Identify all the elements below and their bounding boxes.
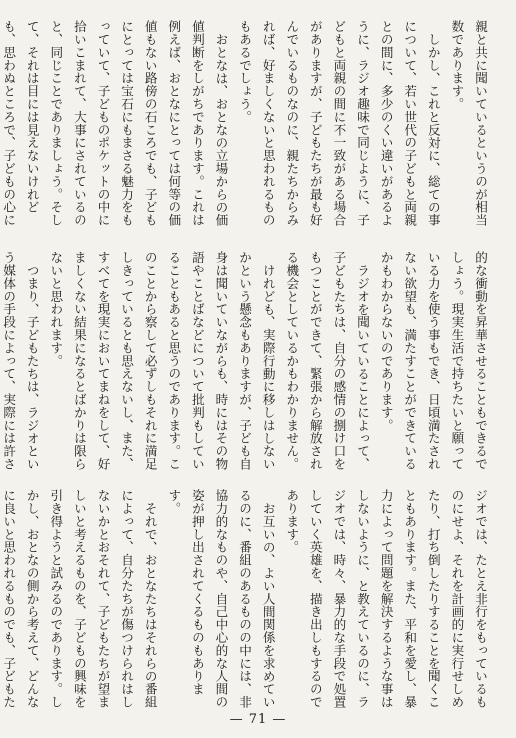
paragraph: ラジオを聞いていることによって、子どもたちは、自分の感情の捌け口をもつことができて、緊張から解放される機会としているかもわかりません。 — [284, 251, 371, 471]
text-column-block-middle — [1, 251, 492, 476]
paragraph: 親と共に聞いているというのが相当数であります。 — [449, 20, 488, 227]
text-column-block-lower — [1, 489, 492, 709]
text-column-block-upper — [1, 20, 492, 238]
paragraph: しかし、これと反対に、総ての事について、若い世代の子どもと両親との間に、多少のくい違いがあるように、ラジオ趣味で同じように、子どもと両親の間に不一致がある場合がありますが、子どもたちが最も好んでいるものなのに、親たちからみれば、好ましくないと思われるものもあるでしょう。 — [237, 20, 441, 227]
paragraph: ジオでは、たとえ非行をもっているものにせよ、それを計画的に実行せしめたり、打ち倒したりすることを聞くこともあります。また、平和を愛し、暴力によって問題を解決するような事はしないように、と教えているのに、ラジオでは、時々、暴力的な手段で処置していく英雄を、描き出しもするのであります。 — [284, 489, 488, 709]
paragraph: お互いの、よい人間関係を求めているのに、番組のあるものの中には、非協力的なものや、自己中心的な人間の姿が押し出されてくるものもあります。 — [166, 489, 276, 709]
paragraph: おとなは、おとなの立場からの価値判断をしがちであります。これは例えば、おとなにとっては何等の価値もない路傍の石ころでも、子どもにとっては宝石にもまさる魅力をもっていて、子どものポケットの中に拾いこまれて、大事にされているのと、同じことでありましょう。そして、それは目には見えないけれども、思わぬところで、子どもの心に — [1, 20, 229, 227]
page-number: — 71 — — [229, 712, 287, 727]
paragraph: けれども、実際行動に移しはしないかという懸念もありますが、子ども自身は聞いていながらも、時にはその物語やことばなどについて批判もしていることもあると思うのであります。このことから察して必ずしもそれに満足しきっているとも思えないし、また、すべてを現実においてまねをして、好ましくない結果になるとばかりは限らないと思われます。 — [48, 251, 276, 471]
paragraph: 的な衝動を昇華させることもできるでしょう。現実生活で持ちたいと願っている力を使う事もでき、日頃満たされない欲望も、満たすことができているかもわからないのであります。 — [378, 251, 488, 471]
paragraph: つまり、子どもたちは、ラジオという媒体の手段によって、実際には許さ — [1, 251, 40, 471]
paragraph: それで、おとなたちはそれらの番組によって、自分たちが傷つけられはしないかとおそれて、子どもたちが望ましいと考えるものを、子どもの興味を引き得ようと試みるのであります。しかし、おとなの側から考えて、どんなに良いと思われるものでも、子どもた — [1, 489, 158, 709]
